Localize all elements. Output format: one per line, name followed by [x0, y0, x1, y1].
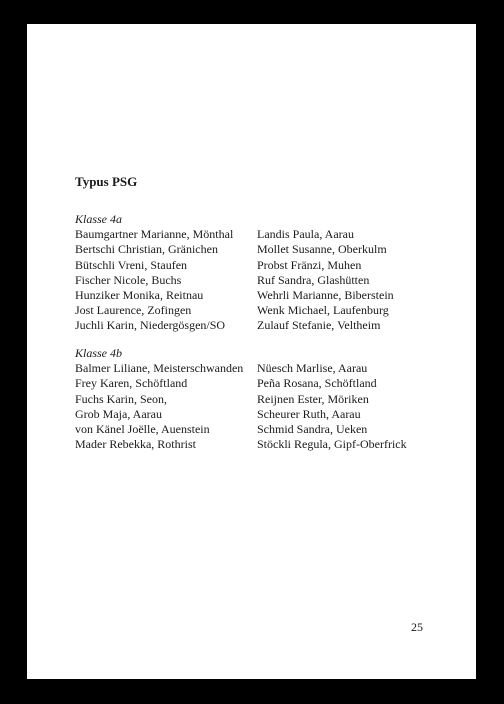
list-item: Wenk Michael, Laufenburg	[257, 303, 389, 318]
list-item: Wehrli Marianne, Biberstein	[257, 288, 394, 302]
section-4a-right-column	[257, 227, 447, 333]
list-item: Mader Rebekka, Rothrist	[75, 437, 196, 452]
document-page	[27, 24, 476, 679]
list-item: Ruf Sandra, Glashütten	[257, 272, 370, 287]
list-item: Grob Maja, Aarau	[75, 406, 162, 421]
list-item: Probst Fränzi, Muhen	[257, 257, 362, 272]
list-item: Baumgartner Marianne, Mönthal	[75, 227, 234, 242]
list-item: Fischer Nicole, Buchs	[75, 272, 182, 287]
class-label-4b: Klasse 4b	[75, 346, 123, 360]
list-item: Schmid Sandra, Ueken	[257, 422, 368, 436]
list-item: Hunziker Monika, Reitnau	[75, 288, 204, 303]
list-item: Zulauf Stefanie, Veltheim	[257, 318, 381, 333]
list-item: Juchli Karin, Niedergösgen/SO	[75, 318, 226, 333]
list-item: Peña Rosana, Schöftland	[257, 376, 377, 391]
list-item: Scheurer Ruth, Aarau	[257, 406, 361, 421]
section-4a-left-column	[75, 212, 265, 334]
list-item: Landis Paula, Aarau	[257, 227, 354, 242]
page-heading: Typus PSG	[75, 174, 138, 189]
list-item: Balmer Liliane, Meisterschwanden	[75, 361, 244, 376]
list-item: Reijnen Ester, Möriken	[257, 391, 369, 406]
section-4b-right-column	[257, 361, 447, 452]
list-item: Frey Karen, Schöftland	[75, 376, 188, 391]
list-item: Bertschi Christian, Gränichen	[75, 242, 218, 257]
section-4b-left-column	[75, 346, 265, 452]
list-item: Bütschli Vreni, Staufen	[75, 257, 188, 272]
page-number: 25	[411, 620, 423, 634]
list-item: Mollet Susanne, Oberkulm	[257, 242, 387, 257]
list-item: Fuchs Karin, Seon,	[75, 391, 167, 406]
list-item: Nüesch Marlise, Aarau	[257, 361, 368, 376]
list-item: von Känel Joëlle, Auenstein	[75, 422, 210, 437]
list-item: Stöckli Regula, Gipf-Oberfrick	[257, 437, 407, 452]
class-label-4a: Klasse 4a	[75, 212, 123, 226]
list-item: Jost Laurence, Zofingen	[75, 303, 192, 318]
